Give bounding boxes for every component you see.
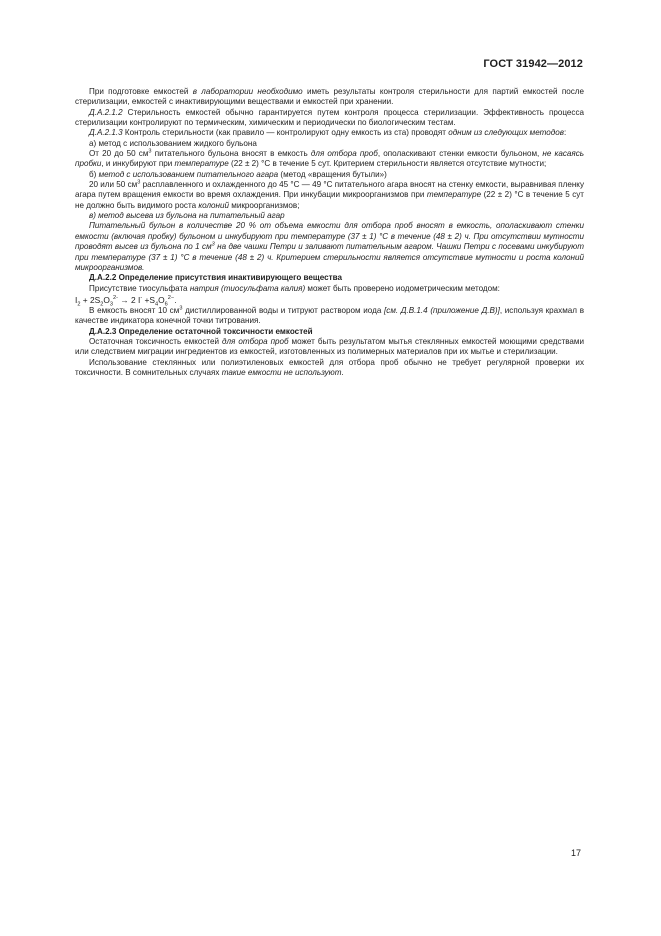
paragraph-residual-toxicity: Остаточная токсичность емкостей для отбора проб может быть результатом мытья стеклянных емкостей моющими средствами или следствием миграции ингредиентов из емкостей, изготовленных из полимерных материалов при их мытье и стерилизации.	[75, 336, 584, 357]
section-heading-toxicity: Д.А.2.3 Определение остаточной токсичности емкостей	[89, 326, 313, 336]
paragraph-thiosulfate: Присутствие тиосульфата натрия (тиосульфата калия) может быть проверено иодометрическим методом:	[89, 283, 500, 293]
paragraph-lab-preparation: При подготовке емкостей в лаборатории необходимо иметь результаты контроля стерильности для партий емкостей после стерилизации, емкостей с инактивирующими веществами и емкостей при хранении.	[75, 87, 584, 107]
paragraph-broth-method: От 20 до 50 $см^3$ питательного бульона вносят в емкость для отбора проб, ополаскивают стенки емкости бульоном, не касаясь пробки, и инкубируют при температуре (22 ± 2) °С в течение 5 сут. Критерием стерильности является отсутствие мутности;	[75, 148, 585, 169]
document-body	[75, 87, 584, 378]
paragraph-container-usage: Использование стеклянных или полиэтиленовых емкостей для отбора проб обычно не требует регулярной проверки их токсичности. В сомнительных случаях такие емкости не используют.	[75, 357, 584, 377]
paragraph-sterility-guarantee: Д.А.2.1.2 Стерильность емкостей обычно гарантируется путем контроля процесса стерилизации. Эффективность процесса стерилизации контролируют по термическим, химическим и периодически по биологическим тестам.	[75, 107, 584, 128]
method-c-heading: в) метод высева из бульона на питательный агар	[89, 211, 285, 221]
paragraph-subculture-method: Питательный бульон в количестве 20 % от объема емкости для отбора проб вносят в емкость, ополаскивают стенки емкости (включая пробку) бульоном и инкубируют при температуре (37 ± 1) °С в течение (48 ± 2) ч. При отсутствии мутности проводят высев из бульона по 1 $см^3$ на две чашки Петри и заливают питательным агаром. Чашки Петри с посевами инкубируют при температуре (37 ± 1) °С в течение (48 ± 2) ч. Критерием стерильности является отсутствие мутности и роста колоний микроорганизмов.	[75, 221, 584, 272]
iodometric-formula: $I_2 + 2S_2O_3^{2-} \to 2$ $I^- +S_4O_6^{2-}$.	[75, 294, 177, 308]
paragraph-titration: В емкость вносят 10 $см^3$ дистиллированной воды и титруют раствором иода [см. Д.В.1.4 (приложение Д.В)], используя крахмал в качестве индикатора конечной точки титрования.	[75, 305, 584, 326]
page-number: 17	[570, 848, 581, 858]
method-a-heading: а) метод с использованием жидкого бульона	[89, 138, 257, 148]
section-heading-inactivator: Д.А.2.2 Определение присутствия инактивирующего вещества	[89, 273, 342, 283]
method-b-heading: б) метод с использованием питательного агара (метод «вращения бутыли»)	[89, 169, 387, 179]
paragraph-sterility-control: Д.А.2.1.3 Контроль стерильности (как правило — контролируют одну емкость из ста) проводят одним из следующих методов:	[89, 128, 567, 138]
paragraph-agar-method: 20 или 50 $см^3$ расплавленного и охлажденного до 45 °С — 49 °С питательного агара вносят на стенку емкости, выравнивая пленку агара путем вращения емкости во время охлаждения. При инкубации микроорганизмов при температуре (22 ± 2) °С в течение 5 сут не должно быть видимого роста колоний микроорганизмов;	[75, 179, 584, 210]
standard-header: ГОСТ 31942—2012	[483, 58, 583, 70]
